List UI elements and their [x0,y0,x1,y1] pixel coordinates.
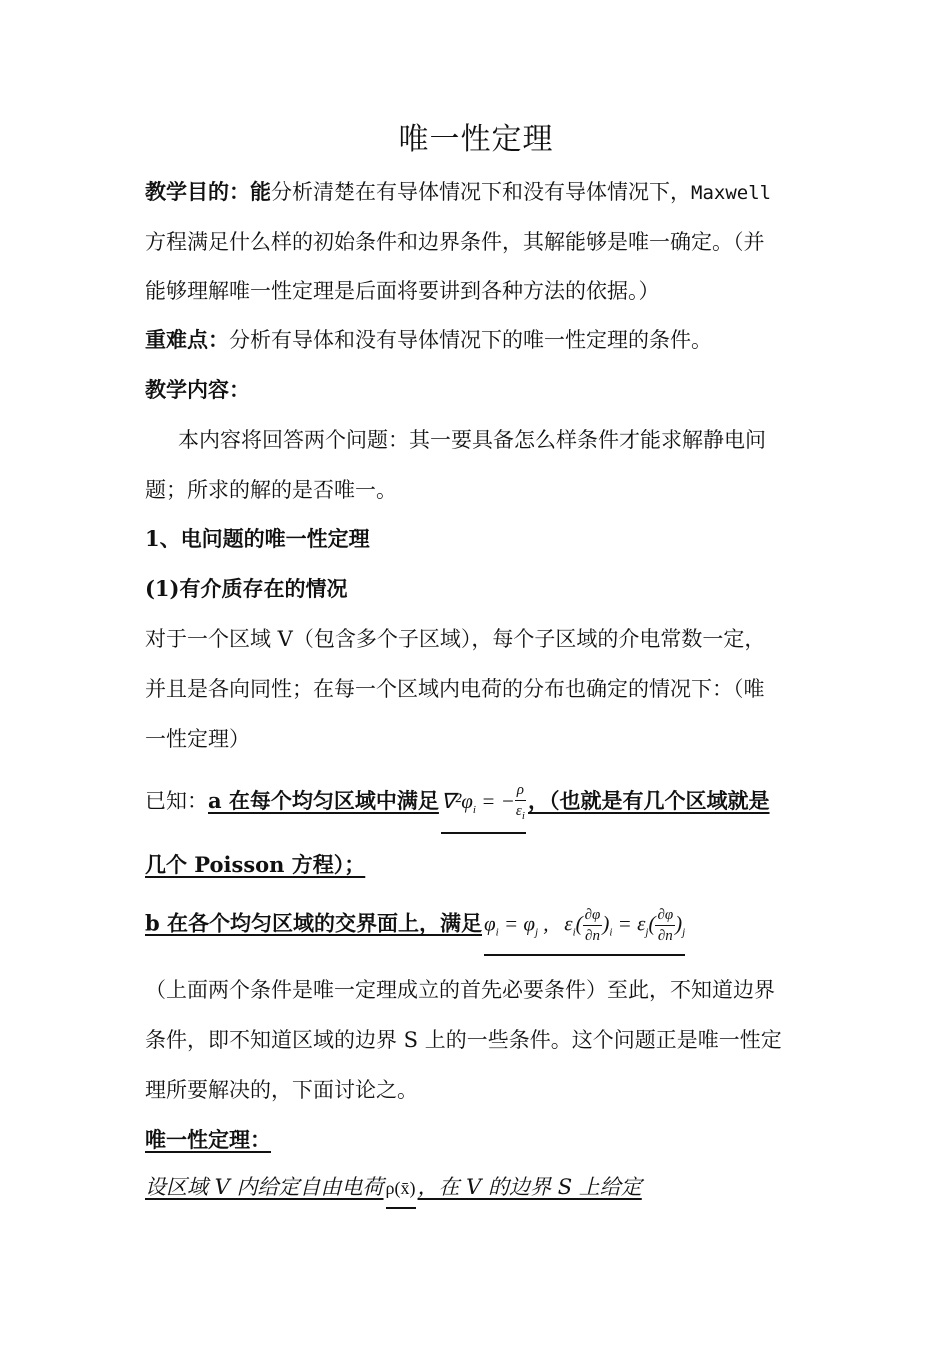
para1-line-2: 并且是各向同性；在每一个区域内电荷的分布也确定的情况下：（唯 [145,677,765,701]
charge-density: ρ(x̄) [386,1173,416,1209]
teaching-goal-line-1: 教学目的：能分析清楚在有导体情况下和没有导体情况下，Maxwell [145,179,772,204]
condition-a-suffix: ，（也就是有几个区域就是 [528,787,770,813]
condition-a: 已知：a 在每个均匀区域中满足$\nabla^2\varphi_i$ = − $\frac{\rho}{\varepsilon_i}$ ，（也就是有几个区域就是 [145,780,770,834]
page-title: 唯一性定理 [398,122,554,157]
condition-b-label: b 在各个均匀区域的交界面上，满足 [145,910,482,936]
para1-line-1: 对于一个区域 V（包含多个子区域），每个子区域的介电常数一定， [145,627,766,651]
key-points-label: 重难点： [145,327,229,352]
theorem-statement: 设区域 V 内给定自由电荷 ρ(x̄)，在 V 的边界 S 上给定 [145,1172,642,1209]
teaching-goal-line-2: 方程满足什么样的初始条件和边界条件，其解能够是唯一确定。（并 [145,230,765,254]
para2-line-1: （上面两个条件是唯一定理成立的首先必要条件）至此，不知道边界 [145,978,775,1002]
teaching-goal-line-3: 能够理解唯一性定理是后面将要讲到各种方法的依据。） [145,279,660,303]
condition-a-label: a 在每个均匀区域中满足 [208,787,439,813]
teaching-content-label: 教学内容： [145,377,250,402]
theorem-label: 唯一性定理： [145,1127,271,1152]
para2-line-3: 理所要解决的，下面讨论之。 [145,1078,418,1102]
subsection-heading: (1)有介质存在的情况 [145,576,348,601]
intro-line-2: 题；所求的解的是否唯一。 [145,478,397,502]
para1-line-3: 一性定理） [145,727,250,751]
section-heading: 1、电问题的唯一性定理 [145,526,370,551]
poisson-equation: $\nabla^2\varphi_i$ = − $\frac{\rho}{\varepsilon_i}$ [441,780,526,834]
boundary-equations: $\varphi_i = \varphi_j$ , $\varepsilon_i$( $\frac{\partial\varphi}{\partial n}$ )$_i = \varepsilon_j$( $\frac{\partial\varphi}{\partial n}$ )$_j$ [484,905,685,956]
para2-line-2: 条件，即不知道区域的边界 S 上的一些条件。这个问题正是唯一性定 [145,1028,782,1052]
condition-a-line-2: 几个 Poisson 方程）； [145,852,366,877]
condition-b [145,905,687,956]
intro-line-1: 本内容将回答两个问题：其一要具备怎么样条件才能求解静电问 [178,428,766,452]
teaching-goal-label: 教学目的：能 [145,179,271,204]
key-points: 重难点：分析有导体和没有导体情况下的唯一性定理的条件。 [145,327,712,352]
